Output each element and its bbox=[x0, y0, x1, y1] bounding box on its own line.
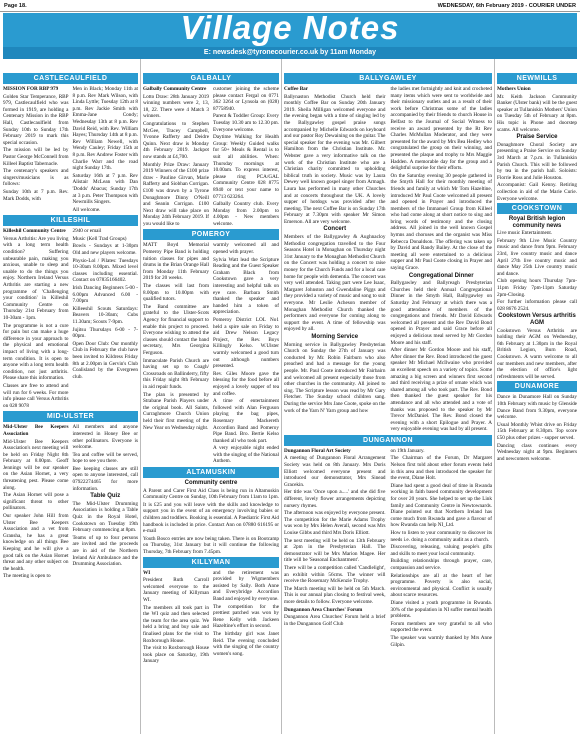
story-text: Music (Kell Trad Groups) bbox=[72, 235, 127, 242]
page-date: WEDNESDAY, 6th February 2019 - COURIER UNDER bbox=[437, 3, 576, 9]
section-dungannon: DUNGANNON bbox=[284, 435, 492, 446]
story-text: Youth Bosco entries are now being taken. There is on Bootcamp on Thursday, 31st January but it will continue the following Thursday, 7th February from 7.45pm. bbox=[143, 535, 279, 555]
story-text: Golden Star Temperance, RBP 979, Castlecaulfield who was formed in 1919, are holding a Centenary Mission in the RBP Hall, Castlecaulfield from Sunday 10th to Sunday 17th February 2019 to mark this special occasion. bbox=[3, 93, 69, 146]
story-text: Discovering, releasing, valuing people's gifts and skills to meet your local community. bbox=[390, 544, 492, 557]
story-subhead: Concert bbox=[323, 226, 347, 233]
story-subhead: Killeshil Community Centre bbox=[3, 228, 66, 235]
story-text: Mid-Ulster Bee Keepers Association's next meeting will be held on Friday Night 8th February at 8.00pm. Geoff Jennings will be our speaker on the Asian Hornet, a very threatening pest. Please come along. bbox=[3, 438, 69, 491]
story-text: Dancing class continues every Wednesday night at 9pm. Beginners and newcomers welcome. bbox=[497, 442, 577, 462]
story-text: Live music Entertainment. bbox=[497, 230, 553, 237]
story-text: Lotto Draw: 28th January 2019 winning numbers were 2, 13, 18, 22. There were 4 Match 3 winners. bbox=[143, 93, 209, 120]
story-text: Cookstown Versus Arthritis are holding their AGM on Wednesday, 6th February at 1.30pm in the Royal British Legion, Burn Road, Cookstown. A warm welcome to all our members and new members, after the election of office's light refreshments will be served. bbox=[497, 327, 577, 380]
story-text: Dance in Dunamore Hall on Sunday 10th February with music by Glenside Dance Band from 9.30pm, everyone welcome. bbox=[497, 394, 577, 421]
story-text: Open Door Club: Our monthly Club in February the club have been invited to Kildress Friday 8th at 2.00pm in Gervin's Club Coalisland by the Evergreen club. bbox=[72, 340, 138, 380]
story-text: Bee keeping classes are still open to anyone interested, call 07922274465 for more information. bbox=[72, 465, 138, 492]
story-text: Versus Arthritis: Are you living with a long term health condition? Suffering unbearable pain, making you anxious, unable to sleep and unable to do the things you enjoy. Northern Ireland Versus Arthritis are starting a new programme of 'Challenging your condition' in Killeshil Community Centre on Thursday 21st February from 10-30am - 1pm. bbox=[3, 235, 69, 321]
story-text: February 9th Live Music Country music and dance from 9pm. February 23rd, live country music and dance April 27th live country music and dance May 25th Live country music and dance. bbox=[497, 237, 577, 277]
story-text: Relationships are all at the heart of her programme. Poverty is also social, environmental and physical. Conflict is usually about scarce resources. bbox=[390, 572, 492, 599]
story-text: Our speaker John Hill from Ulster Bee Keepers Association and a vet from Gransha, he has a great knowledge on all things Bee Keeping and he will give a good talk on the Asian Hornet threat and any other subject on the health. bbox=[3, 513, 69, 572]
story-subhead: Galbally Community Centre bbox=[143, 86, 207, 92]
story-text: All welcome. bbox=[72, 206, 101, 213]
story-subhead: Morning Service bbox=[311, 333, 359, 340]
column-centre-left bbox=[143, 72, 279, 734]
email-banner: E: newsdesk@tyronecourier.co.uk by 11am Monday bbox=[3, 47, 577, 59]
story-text: on 19th January. bbox=[390, 447, 425, 454]
story-text: MATT Boyd Memorial Pomeroy Pipe Band is holding tuition classes for pipes and drums in the Brian Orange Hall from Monday 11th February 2019 for 20 weeks. bbox=[143, 242, 209, 282]
story-text: Saturday 16th at 7 p.m. Rev Alistair McLean with Dan 'Dodds' Abacus; Sunday 17th at 3 p.m. Peter Thompson with Newmills Singers. bbox=[72, 172, 138, 206]
story-text: After dinner Mr Gordon Moore and his staff, After dinner the Rev. Bond introduced the guest speaker Mr Michael McIlwaine who provided an excellent speech on a variety of topics. Some amazing a big screen and winners first second and third receiving a prize of ornate which was shared among all who took part. The Rev. Bond then thanked the guest speaker for his attendance and all who attended and a vote of thanks was proposed to the speaker by Mr Trevor McDaniel. The Rev. Bond closed the evening with a short Epilogue and Prayer. A very enjoyable evening was had by all present. bbox=[390, 347, 492, 433]
story-subhead: Praise Service bbox=[516, 134, 558, 141]
story-text: Her title was 'Once upon a.....' and she did five different, lovely flower arrangements depicting nursery rhymes. bbox=[284, 489, 386, 509]
story-text: Tea and coffee will be served, hope to see you there. bbox=[72, 451, 138, 465]
killeshil-col-b bbox=[73, 228, 139, 410]
page-header bbox=[0, 0, 580, 12]
story-text: Teams of up to four persons are invited and the proceeds are in aid of the Northern Ireland Air Ambulance and the Drumming Association. bbox=[72, 534, 138, 568]
story-subhead: WI bbox=[143, 569, 151, 576]
killeshil-col-a bbox=[3, 228, 69, 410]
story-text: Sylvia Watt lead the Scripture Reading and the Guest Speaker Graham Black from Cookstown gave a very interesting and helpful talk on eye care. Barbara Smith thanked the speaker and handed him a token of appreciation. bbox=[213, 256, 279, 316]
story-text: The plan is presented by Strabane Parish Players under the original book. All Saints, Curraghmore Church Union held their first meeting of the New Year on Wednesday night. bbox=[143, 391, 209, 431]
story-text: A meeting of Dungannon Floral Arrangement Society was held on 8th January. Mrs Doris Elliott welcomed everyone present and introduced our demonstrator, Mrs Sinead Gracekin. bbox=[284, 455, 386, 488]
story-text: Usual Monthly Whist drive on Friday 15th February at 8.30pm. Top score £50 plus other prizes - supper served. bbox=[497, 421, 577, 441]
column-left bbox=[3, 72, 138, 734]
section-mid-ulster: MID-ULSTER bbox=[3, 411, 138, 422]
story-text: On the Saturday evening 30 people gathered in the Smyth Hall for their monthly meeting of friends and family at which Mr Tom Hazeltine, introduced Mr Paul Coote welcomed all present and opened in Prayer and introduced the members of the Immanuel Group from Killeel who had come along at short notice to sing and bring words of testimony and the closing address. All joined in the well known Gospel hymns and choruses and the organist was Miss Rebecca Donaldson. The offering was taken up by David and Randy Bailey. At the close of the meeting all were entertained to a delicious supper and Mr Paul Coote closing in Prayer and saying Grace. bbox=[390, 172, 492, 272]
story-text: The speaker was warmly thanked by Mrs Anne Gilpin. bbox=[390, 634, 492, 648]
galbally-col-b bbox=[213, 86, 279, 228]
story-text: Donaghmore Choral Society are presenting a Praise Service on Sunday 3rd March at 7.p.m. in Tullaniskin Parish Church. This will be followed by tea in the parish hall. Soloists: Florrie Ross and Julie Houston. bbox=[497, 141, 577, 181]
story-text: Irish Dancing Beginners 5-00 - 6.00pm Advanced 6.00 - 7.00pm bbox=[72, 285, 138, 305]
story-text: Ballygawley and Ballyreagh Presbyterian Churches held their Annual Congregational Dinner in the Smyth Hall, Ballygawley on Saturday 2nd February at which there was a good attendance of members of the congregations and friends. Mr David Edwards welcomed all present and the Rev David Bond opened in Prayer and said Grace before all enjoyed a delicious meal served by Mr Gordon Moore and his staff. bbox=[390, 280, 492, 346]
story-subhead: Dungannon Floral Art Society bbox=[284, 447, 351, 454]
story-text: It is £25 and you will leave with the skills and knowledge to support you in the event of an emergency involving babies or children and toddlers. Booking is essential. A Paediatric First Aid handbook is included in price. Contact Ann on 07880 616195 or e-mail bbox=[143, 501, 279, 535]
story-text: Club opening hours Thursday 7pm-11pm Friday 7pm-11pm Saturday 2pm-Closing. bbox=[497, 278, 577, 298]
column-rule bbox=[494, 59, 495, 734]
story-text: The Band committee are grateful to the Ulster-Scots Agency for financial support to enable this project to proceed. Everyone wishing to attend the classes should contact the band secretary, Mrs Georgina Ferguson. bbox=[143, 303, 209, 356]
story-text: Rev. Giles Moore gave the blessing for the food before all enjoyed a lovely supper of tea and coffee. bbox=[213, 370, 279, 397]
story-subhead: Table Quiz bbox=[90, 493, 121, 500]
story-text: Immaculate Parish Church are having set up to Coagh/ Crossroads on Ballinderry, fifty this Friday night 8th February in aid repair funds. bbox=[143, 357, 209, 390]
story-text: Diane had spent a good deal of time in Rwanda working in faith based community development for over 20 years. She helped to set up the Link family and Community Centre in Newtownards. Diane pointed out that Northern Ireland has come much from Rwanda and gave a flavour of how Rwanda can help NI_Ltd. bbox=[390, 482, 492, 529]
story-text: Bowls - Sundays at 1-30pm Old and new players welcome. bbox=[72, 243, 138, 257]
story-text: There will be a competition called 'Candlelight', an exhibit within 56cms. The winner will receive the Rosemary McKenzie Trophy. bbox=[284, 564, 386, 585]
story-subhead: Mid-Ulster Bee Keepers Association bbox=[3, 424, 69, 437]
story-text: The classes will last from 8.00pm to 10.00pm with qualified tutors. bbox=[143, 283, 209, 303]
story-text: customer joining the scheme please contact Fergal on 0771 362 3264 or Lynsola on (028) 87758940. bbox=[213, 86, 279, 112]
masthead-title: Village Notes bbox=[180, 13, 400, 46]
story-text: The centenary's speakers and singers/musicians is as follows: bbox=[3, 168, 69, 188]
story-text: President Ruth Carroll welcomed everyone to the January meeting of Killyman WI. bbox=[143, 577, 209, 603]
story-text: How to listen to your community to discover its needs i.e. doing a community audit as a church. bbox=[390, 530, 492, 543]
story-text: Ballynaston Methodist Church held their monthly Coffee Bar on Sunday 20th January 2019. Sheila Milligan welcomed everyone and the evening began with a time of singing led by the Ballygawley gospel praise songs accompanied by Michelle Edwards on keyboard and our pastor Roy Dewaining on the guitar. The special speaker for the evening was Mr. Gilbert Hamilton from the Christian Institute. Mr. Webster gave a very informative talk on the work of the Christian Institute who are a Christian charity committed to upholding biblical truth in society. Music was by Laura Dewey well known gospel singer from Armagh. Laura has performed in many other Churches and at concerts throughout the UK. A lovely supper of hotdogs was provided after the meeting. The next Coffee Bar is on Sunday 17th February at 7.30pm with speaker Mr Simon Emerson. All are very welcome. bbox=[284, 93, 386, 225]
section-newmills: NEWMILLS bbox=[497, 73, 577, 84]
story-text: 2940 or email bbox=[72, 228, 102, 235]
section-killyman: KILLYMAN bbox=[143, 557, 279, 568]
story-text: Monthly Prize Draw: January 2019 Winners of the £100 prize draw - Pauline Girvan, Marie Rafferty and Siobhan Corrigan. £100 was drawn by a Tyrone Donaghmore Dinny O'Neill and Seanin Corrigan. £100 Next draw will take place on Monday 24th February 2019. If you would like to bbox=[143, 161, 209, 227]
galbally-col-a bbox=[143, 86, 209, 228]
dungannon-col-b bbox=[391, 448, 493, 649]
story-text: Pomeroy District LOL No1 held a spire sale on Friday to aid Drew Nelson Legacy Project, the Rev. Boys Killingly Kelso. W.Ulster warmly welcomed a good turn out although numbers presented. bbox=[213, 317, 279, 370]
story-text: Jujitsu Thursdays 6-00 - 7-00pm. bbox=[72, 326, 138, 340]
story-text: Congratulations to Stephen McGee, Tracey Campbell, Yvonne Rafferty and Deidre Quinn. Next draw is Monday 4th February 2019. Jackpot now stands at £4,700. bbox=[143, 120, 209, 160]
story-subhead: Cookstown Versus arthritis AGM bbox=[498, 313, 576, 326]
castlecaulfield-col-b bbox=[73, 86, 139, 214]
story-text: Dungannon Area Churches' Forum held a brief in the Dungannon Golf Club bbox=[284, 614, 386, 627]
story-text: The competition for the prettiest patched was won by Rene Kelly with Jackeen Hazeltine's effort in second. bbox=[213, 603, 279, 630]
story-text: warmly welcomed all and opened with prayer. bbox=[213, 242, 279, 256]
story-text: Killeeshil Scouts Saturdays: Beavers 10-30am; Cubs 11.30am; Scouts 7-9pm. bbox=[72, 305, 138, 325]
story-text: The Chairman of the Forum, Dr Margaret Nelson first told about other forum events held in this area and then introduced the speaker for the event, Diane Holt. bbox=[390, 455, 492, 482]
story-text: The visit to Roxborough House took place on Saturday, 19th January bbox=[143, 645, 209, 665]
story-text: The March meeting will be held on 5th March. This is our annual plan closing to festival week, more details to follow. Everyone welcome. bbox=[284, 585, 386, 605]
column-rule bbox=[281, 59, 282, 734]
section-dunamore: DUNAMORE bbox=[497, 381, 577, 392]
section-ballygawley: BALLYGAWLEY bbox=[284, 73, 492, 84]
killyman-col-a bbox=[143, 570, 209, 666]
story-text: The Asian Hornet will pose a significant threat to other pollinators. bbox=[3, 492, 69, 512]
masthead bbox=[3, 13, 577, 47]
pomeroy-col-a bbox=[143, 242, 209, 466]
story-text: Morning service in Ballygawley Presbyterian Church on Sunday the 27th of January was conducted by Mr. Robin Fairburn who also preached and had a message for the young people. Mr. Paul Coote introduced Mr Fairbairn and welcomed all present especially those from other churches in the community. All joined to sing. The Scripture lesson was read by Mr Gary Fletcher. The Sunday school children sang. During the service Mrs Jane Coote, spoke on the work of the Yarn N' Yarn group and how bbox=[284, 341, 386, 414]
killyman-col-b bbox=[213, 570, 279, 666]
story-text: The members all took part in the WI quiz and then selected the team for the area quiz. We held a bring and buy sale and finalised plans for the visit to Roxborough House. bbox=[143, 604, 209, 644]
column-centre-right bbox=[284, 72, 492, 734]
story-subhead: Coffee Bar bbox=[284, 86, 309, 92]
ballygawley-col-a bbox=[284, 86, 386, 434]
story-text: A very enjoyable night ended with the singing of the National Anthem. bbox=[213, 445, 279, 465]
story-text: Physio-Lol / Pilates: Tuesdays 10-30am 8.00pm. Mixed level classes including essential. Contact on 07835166402. bbox=[72, 257, 138, 284]
story-text: Building relationships through prayer, care, compassion and service. bbox=[390, 558, 492, 571]
story-subhead: Mothers Union bbox=[497, 86, 531, 92]
story-text: The birthday girl was Janet Reid. The evening concluded with the singing of the country women's song. bbox=[213, 630, 279, 657]
story-subhead: Dungannon Area Churches' Forum bbox=[284, 606, 363, 613]
story-text: Members of the Ballygawley & Aughnacloy Methodist congregation travelled to the Four Seasons Hotel in Monaghan on Thursday night 31st January to the Monaghan Methodist Church on the Concert was holding a concert to raise money for the Church Funds and for a local care home for people with dementia. The concert was very well attended. Taking part were Lee Isaac, Margaret Johnston and Gwendaline Piggs and they provided a variety of music and song to suit everyone. Mr Leslie Acheson member of Monaghan Methodist Church thanked the performers and everyone for coming along to support the event. A time of fellowship was enjoyed by all. bbox=[284, 234, 386, 333]
story-subhead: MISSION FOR RBP 979 bbox=[3, 86, 59, 92]
section-galbally: GALBALLY bbox=[143, 73, 279, 84]
section-castlecaulfield: CASTLECAULFIELD bbox=[3, 73, 138, 84]
ballygawley-col-b bbox=[391, 86, 493, 434]
section-cookstown: COOKSTOWN bbox=[497, 203, 577, 214]
story-text: Accompanist: Gail Kenny. Retiring collection in aid of the Marie Curie. Everyone welcome. bbox=[497, 182, 577, 202]
story-text: the ladies met fortnightly and knit and crocheted many items which were sent to worldwide and their missionary outlets and as a result of their work before Christmas some of the ladies accompanied by their friends to church House in Belfast to the Journal of Social Witness to receive an award presented by the Rt Rev Charles McMullan Moderator, and they were presented for the award by Mrs Bea Hedley who congratulated the group on their winning, and presented the plaque and trophy to Mrs Maggie Hadden. A memorable day for the group and a delightful surprise for their efforts. bbox=[390, 86, 492, 172]
castlecaulfield-col-a bbox=[3, 86, 69, 214]
story-text: The Mid-Ulster Drumming Association is holding a Table Quiz in the Royal Hotel, Cookstown on Tuesday 19th February commencing at 8pm. bbox=[72, 500, 138, 534]
mid-ulster-col-b bbox=[73, 424, 139, 581]
story-text: A Parent and Carer First Aid Class is being run in Altamuskin Community Centre on Sunday, 10th February from 11am to 1pm. bbox=[143, 487, 279, 501]
story-text: and the retirement was provided by Wigmembers assisted by Sally. Both Anne and Everybridge Accordion Band and enjoyed by everyone. bbox=[213, 569, 279, 602]
mid-ulster-col-a bbox=[3, 424, 69, 581]
story-text: Mr. Keith Jackson Community Banker (Ulster bank) will be the guest speaker at Tullaniskin Mothers' Union on Tuesday 5th of February at 8pm. His topic is Phone and doorstep scams. All welcome. bbox=[497, 93, 577, 133]
section-killeshil: KILLESHIL bbox=[3, 215, 138, 226]
story-text: Classes are free to attend and will run for 6 weeks. For more info please call Versus Arthritis on 028 9078 bbox=[3, 382, 69, 409]
story-text: For further information please call 028 8676 2524. bbox=[497, 299, 577, 312]
story-text: All members and anyone interested in Honey Bee or other pollinators. Everyone is welcome. bbox=[72, 424, 138, 451]
section-altamuskin: ALTAMUSKIN bbox=[143, 467, 279, 478]
story-text: A time of entertainment followed with Alan Ferguson playing the bag pipes, Rosemary Mackereth Accordion Band and Pomeroy Pipe Band. Bro. Bertie Kelso thanked all who took part. bbox=[213, 398, 279, 444]
story-text: Sunday 10th at 7 p.m. Rev. Mark Dodds, with bbox=[3, 188, 69, 202]
story-text: Forum members are very grateful to all who supported the event. bbox=[390, 620, 492, 634]
story-text: The meeting is open to bbox=[3, 573, 51, 580]
pomeroy-col-b bbox=[213, 242, 279, 466]
column-rule bbox=[140, 59, 141, 734]
story-subhead: Community centre bbox=[184, 480, 238, 487]
story-text: Galbally Country club. Every Monday from 2.00pm to 4.00pm - New members welcome. bbox=[213, 201, 279, 227]
story-subhead: Royal British legion community news bbox=[508, 216, 566, 229]
story-text: Diane visited a youth programme in Rwanda. 30% of the population in NI suffer mental health problems. bbox=[390, 599, 492, 620]
story-text: The mission will be led by Pastor George McConnell from Killeel Baptist Tabernacle. bbox=[3, 147, 69, 167]
story-text: The afternoon was enjoyed by everyone present. The competition for the Marie Adams Trophy was won by Mrs Helen Averall, second was Mrs Louise Gibbs and third Mrs Doris Elliott. bbox=[284, 510, 386, 536]
story-text: Daytime Walking for Health Group: Weekly Guided walks for 50+ Meals & Rental is to suit all abilities. When: Thursday mornings at 10.00am. To express interest, please ring PCA/GAL Community Centre 028 8775 8940 or text your name to 07713 623264. bbox=[213, 134, 279, 200]
story-subhead: Congregational Dinner bbox=[408, 272, 474, 279]
story-text: Parent & Toddler Group: Every Tuesday 10.30 am to 12.30 pm. Everyone welcome. bbox=[213, 113, 279, 133]
dungannon-col-a bbox=[284, 448, 386, 649]
page-number: Page 18. bbox=[4, 3, 27, 9]
story-text: The next meeting will be held on 13th February at 2pm in the Presbyterian Hall. The demonstrator will be Mrs Marion Magee. Her title will be 'Seasonal Enchantment'. bbox=[284, 537, 386, 564]
column-right bbox=[497, 72, 577, 734]
story-text: The programme is not a cure for pain but can make a huge difference in your approach to the physical and emotional impact of living with a long-term condition. It is open to anyone with a long term health condition, not just arthritis. Please share this information. bbox=[3, 322, 69, 382]
section-pomeroy: POMEROY bbox=[143, 229, 279, 240]
story-text: Men in Black; Monday 11th at 8 p.m. Rev Mark Wilson, with Linda Lyttle; Tuesday 12th at 8 p.m. Rev Jackie Smith with Emma-Jane Condy; Wednesday 13th at 8 p.m. Rev David Reid, with Rev. William Hayes; Thursday 14th at 8 p.m. Rev William Newell, with Wendy Cauley; Friday 15th at 8 p.m. Rev Andrew Foster with Charlie Warr and the road night Sunday 17th. bbox=[72, 86, 138, 172]
